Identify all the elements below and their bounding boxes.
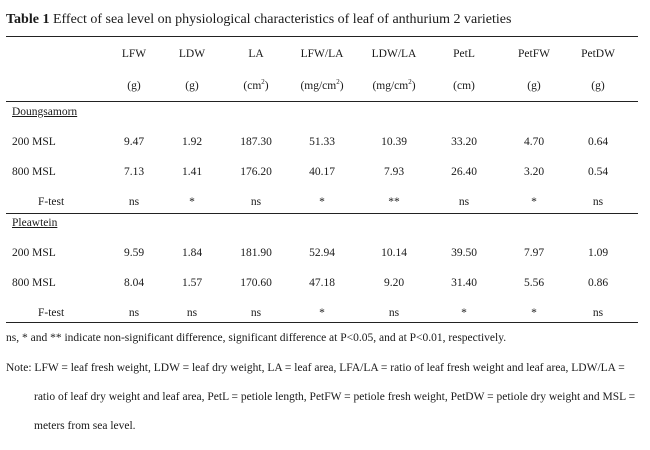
table-cell: 170.60	[240, 277, 272, 289]
row-label: 800 MSL	[12, 277, 56, 289]
table-cell: *	[319, 196, 325, 208]
top-rule	[6, 36, 638, 37]
significance-footnote: ns, * and ** indicate non-significant difference, significant difference at P<0.05, and at P<0.01, respectively.	[6, 332, 507, 344]
table-cell: 26.40	[451, 166, 477, 178]
column-unit: (g)	[185, 80, 199, 92]
table-cell: 7.97	[523, 247, 545, 259]
table-cell: ns	[592, 307, 604, 319]
column-header: LFW	[121, 48, 147, 60]
table-cell: 47.18	[309, 277, 335, 289]
table-cell: ns	[128, 307, 140, 319]
table-cell: 4.70	[523, 136, 545, 148]
column-unit: $(mg/cm^2)$	[372, 78, 416, 92]
table-cell: ns	[388, 307, 400, 319]
table-cell: **	[388, 196, 400, 208]
table-cell: 8.04	[123, 277, 145, 289]
column-unit: (g)	[591, 80, 605, 92]
table-cell: 7.93	[383, 166, 405, 178]
table-cell: 39.50	[451, 247, 477, 259]
column-unit: $(mg/cm^2)$	[300, 78, 344, 92]
table-cell: ns	[592, 196, 604, 208]
table-cell: ns	[250, 307, 262, 319]
column-header: LDW/LA	[371, 48, 417, 60]
table-cell: 51.33	[309, 136, 335, 148]
table-title: Effect of sea level on physiological characteristics of leaf of anthurium 2 varieties	[52, 12, 512, 27]
table-cell: 10.14	[381, 247, 407, 259]
table-cell: 33.20	[451, 136, 477, 148]
note-line-1: Note: LFW = leaf fresh weight, LDW = leaf dry weight, LA = leaf area, LFA/LA = ratio of leaf fresh weight and leaf area, LDW/LA =	[6, 362, 625, 374]
column-header: LDW	[178, 48, 206, 60]
table-cell: 0.54	[587, 166, 609, 178]
table-label: Table 1	[6, 12, 50, 27]
group-separator-rule	[6, 213, 638, 214]
table-cell: *	[319, 307, 325, 319]
column-header: PetDW	[581, 48, 615, 60]
table-cell: 187.30	[240, 136, 272, 148]
table-cell: 1.41	[181, 166, 203, 178]
note-line-3: meters from sea level.	[34, 420, 136, 432]
table-cell: ns	[186, 307, 198, 319]
table-cell: 40.17	[309, 166, 335, 178]
table-cell: *	[461, 307, 467, 319]
column-unit: $(cm^2)$	[243, 78, 269, 92]
table-cell: *	[189, 196, 195, 208]
table-cell: 3.20	[523, 166, 545, 178]
row-label: F-test	[38, 196, 65, 208]
column-header: LFW/LA	[300, 48, 344, 60]
table-cell: 176.20	[240, 166, 272, 178]
bottom-rule	[6, 322, 638, 323]
table-cell: 9.59	[123, 247, 145, 259]
table-cell: 181.90	[240, 247, 272, 259]
row-label: 800 MSL	[12, 166, 56, 178]
table-cell: 7.13	[123, 166, 145, 178]
table-cell: *	[531, 307, 537, 319]
table-cell: ns	[458, 196, 470, 208]
table-cell: 9.20	[383, 277, 405, 289]
column-header: LA	[248, 48, 264, 60]
column-unit: (cm)	[453, 80, 475, 92]
table-cell: 1.57	[181, 277, 203, 289]
row-label: 200 MSL	[12, 136, 56, 148]
note-line-2: ratio of leaf dry weight and leaf area, PetL = petiole length, PetFW = petiole fresh weight, PetDW = petiole dry weight and MSL =	[34, 391, 636, 403]
table-cell: ns	[250, 196, 262, 208]
table-cell: 0.86	[587, 277, 609, 289]
group-label: Pleawtein	[12, 217, 58, 229]
table-cell: 52.94	[309, 247, 335, 259]
table-cell: 1.92	[181, 136, 203, 148]
table-cell: *	[531, 196, 537, 208]
table-cell: 1.84	[181, 247, 203, 259]
row-label: 200 MSL	[12, 247, 56, 259]
header-rule	[6, 101, 638, 102]
table-cell: 0.64	[587, 136, 609, 148]
column-unit: (g)	[127, 80, 141, 92]
group-label: Doungsamorn	[12, 106, 78, 118]
table-cell: 31.40	[451, 277, 477, 289]
column-header: PetFW	[518, 48, 550, 60]
table-caption	[6, 12, 511, 28]
table-cell: ns	[128, 196, 140, 208]
column-unit: (g)	[527, 80, 541, 92]
table-cell: 1.09	[587, 247, 609, 259]
column-header: PetL	[453, 48, 475, 60]
table-cell: 5.56	[523, 277, 545, 289]
table-cell: 10.39	[381, 136, 407, 148]
table-cell: 9.47	[123, 136, 145, 148]
row-label: F-test	[38, 307, 65, 319]
